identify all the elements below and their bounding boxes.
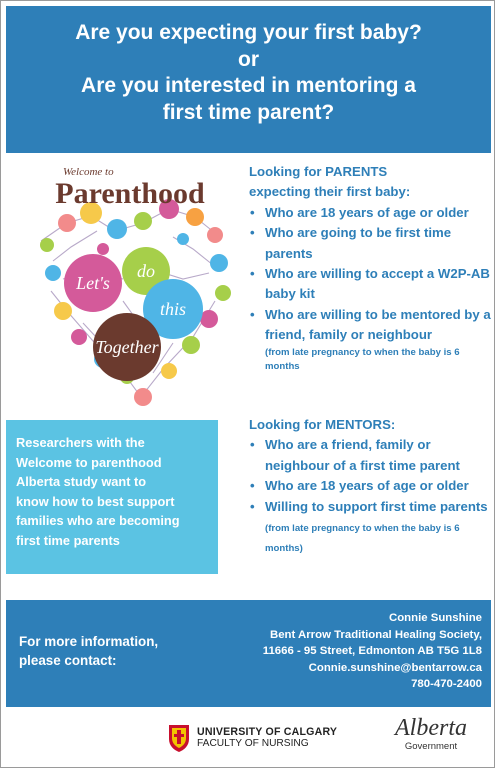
research-line: Alberta study want to <box>16 474 147 490</box>
mentors-item <box>249 497 495 558</box>
parents-item <box>249 305 495 374</box>
mentors-item: • Who are a friend, family or neighbour of a first time parent <box>249 435 495 476</box>
alberta-wordmark: Alberta <box>395 715 467 741</box>
parents-section <box>249 162 495 374</box>
parents-item-text: Who are willing to be mentored by a friend, family or neighbour <box>265 306 491 343</box>
logo-this: this <box>159 299 187 319</box>
headline-line-3: Are you interested in mentoring a <box>81 74 416 97</box>
parents-note: (from late pregnancy to when the baby is 6 months <box>265 346 460 372</box>
mentors-list <box>249 435 495 557</box>
government-label: Government <box>404 741 458 752</box>
logo-together: Together <box>95 337 159 357</box>
contact-name: Connie Sunshine <box>388 612 482 624</box>
parents-item: • Who are willing to accept a W2P-AB baby kit <box>249 264 495 305</box>
mentors-item: • Who are 18 years of age or older <box>249 476 495 496</box>
mentors-section <box>249 415 495 558</box>
mentors-heading: Looking for MENTORS: <box>249 417 396 432</box>
mentors-note: (from late pregnancy to when the baby is 6 months) <box>265 523 460 555</box>
contact-banner <box>6 600 491 707</box>
faculty-name: FACULTY OF NURSING <box>197 738 309 749</box>
parents-heading-2: expecting their first baby: <box>249 184 411 200</box>
headline-line-2: or <box>238 47 259 71</box>
header-banner <box>6 6 491 153</box>
contact-lead-line-1: For more information, <box>19 634 159 649</box>
parents-item: • Who are 18 years of age or older <box>249 203 495 223</box>
calgary-crest-icon <box>168 723 190 753</box>
logo-welcome-to: Welcome to <box>63 166 114 178</box>
parents-heading-1: Looking for PARENTS <box>249 164 388 179</box>
parenthood-heart-graphic <box>23 161 237 409</box>
contact-email[interactable]: Connie.sunshine@bentarrow.ca <box>308 661 482 674</box>
mentors-item-text: Willing to support first time parents <box>265 498 488 514</box>
parents-item: • Who are going to be first time parents <box>249 223 495 264</box>
research-line: Researchers with the <box>16 435 145 450</box>
contact-address: 11666 - 95 Street, Edmonton AB T5G 1L8 <box>262 645 482 658</box>
contact-lead-line-2: please contact: <box>19 653 117 668</box>
research-line: know how to best support <box>16 493 175 509</box>
parents-list <box>249 203 495 374</box>
research-box <box>6 420 218 574</box>
footer-logos <box>6 713 491 765</box>
welcome-to-parenthood-logo <box>23 161 237 409</box>
logo-parenthood: Parenthood <box>55 177 205 210</box>
contact-organization: Bent Arrow Traditional Healing Society, <box>269 628 482 641</box>
research-line: first time parents <box>16 532 120 548</box>
contact-phone[interactable]: 780-470-2400 <box>411 678 482 691</box>
research-line: families who are becoming <box>16 513 180 529</box>
logo-lets: Let's <box>76 273 110 293</box>
university-of-calgary-logo <box>168 723 337 753</box>
contact-lead <box>19 632 158 670</box>
headline-line-1: Are you expecting your first baby? <box>75 21 422 44</box>
alberta-government-logo <box>376 713 486 763</box>
research-line: Welcome to parenthood <box>16 454 162 470</box>
contact-info <box>263 610 482 693</box>
logo-do: do <box>137 261 155 281</box>
university-name: UNIVERSITY OF CALGARY <box>197 725 338 738</box>
headline-line-4: first time parent? <box>162 100 335 124</box>
